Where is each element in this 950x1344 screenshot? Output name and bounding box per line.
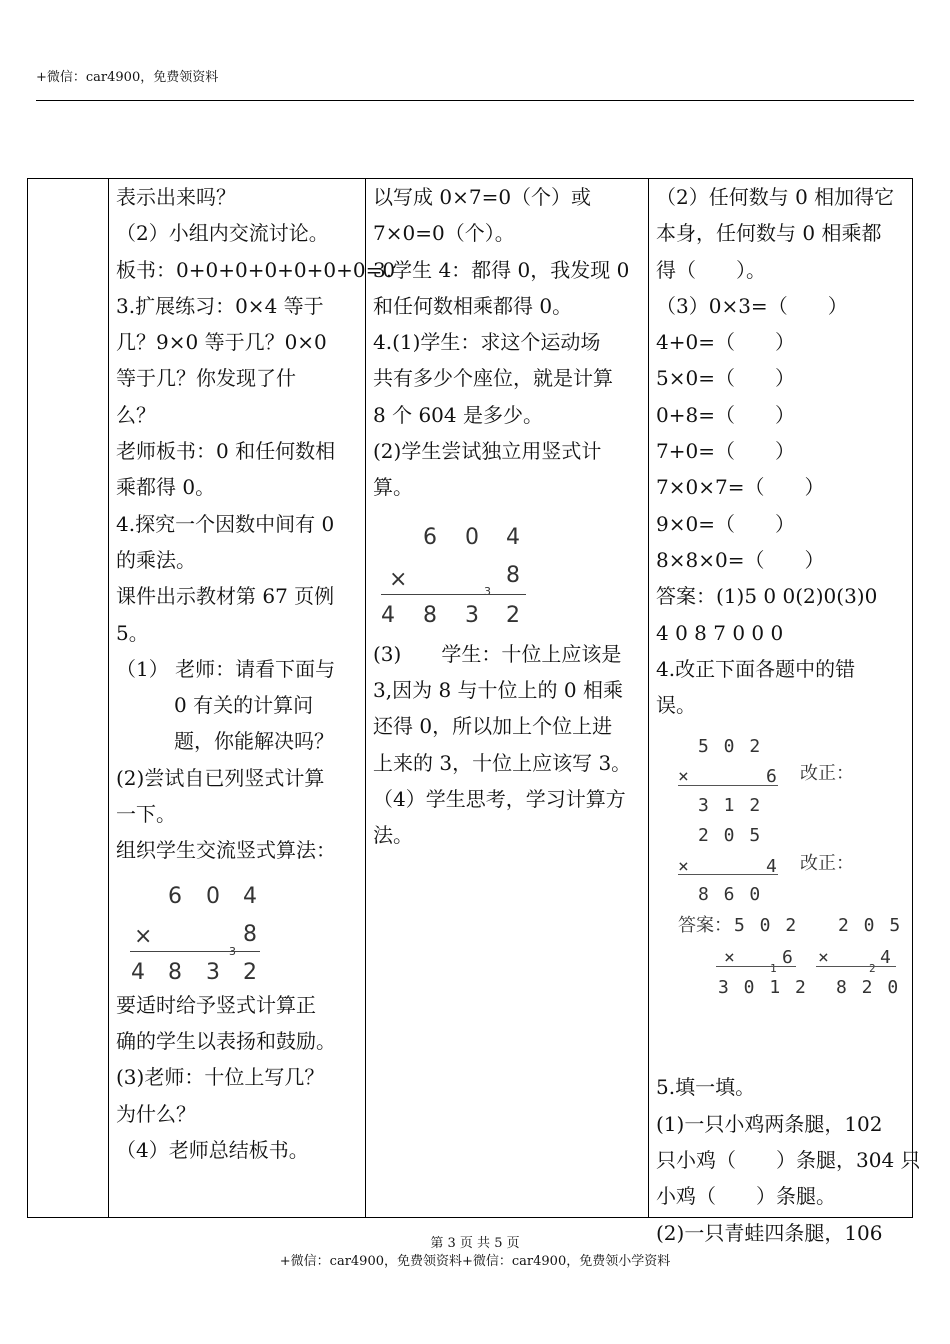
fix2-multiplier: 4	[766, 856, 777, 878]
calc-digit: 3	[465, 602, 479, 628]
text-line: (2)一只青蛙四条腿，106	[656, 1220, 883, 1245]
student-column	[373, 179, 645, 853]
text-line: 3.扩展练习：0×4 等于	[116, 293, 324, 318]
vertical-calculation	[373, 506, 645, 636]
fix2-correction-label: 改正：	[800, 853, 854, 875]
text-line: 等于几？你发现了什	[116, 366, 296, 391]
column-divider	[108, 179, 109, 1217]
calc-digit: 6	[168, 883, 182, 909]
calc-line	[816, 966, 896, 967]
text-line: 5.填一填。	[656, 1075, 756, 1100]
text-line: 么？	[116, 402, 156, 427]
carry-digit: 2	[869, 962, 876, 976]
calc-line	[716, 966, 796, 967]
fix2-top: 2 0 5	[698, 825, 763, 847]
text-line: 乘都得 0。	[116, 475, 216, 500]
calc-line	[381, 594, 526, 595]
text-line: 3,因为 8 与十位上的 0 相乘	[373, 677, 623, 702]
text-line: 5×0=（ ）	[656, 366, 795, 391]
text-line: (2)学生尝试独立用竖式计	[373, 439, 602, 464]
text-line: 和任何数相乘都得 0。	[373, 293, 573, 318]
calc-digit: 2	[243, 959, 257, 985]
carry-digit: 1	[770, 962, 777, 976]
column-divider	[365, 179, 366, 1217]
text-line: 3.学生 4：都得 0，我发现 0	[373, 257, 630, 282]
text-line: 确的学生以表扬和鼓励。	[116, 1028, 336, 1053]
calc-digit: 4	[243, 883, 257, 909]
text-line: （4）老师总结板书。	[116, 1137, 309, 1162]
text-line: 4.(1)学生：求这个运动场	[373, 330, 601, 355]
text-line: (2)尝试自已列竖式计算	[116, 765, 325, 790]
text-line: 本身，任何数与 0 相乘都	[656, 221, 882, 246]
multiply-sign: ×	[818, 947, 829, 969]
text-line: (1)一只小鸡两条腿，102	[656, 1111, 883, 1136]
text-line: (3) 学生：十位上应该是	[373, 641, 622, 666]
exercise-column	[656, 179, 921, 1251]
text-line: 老师板书：0 和任何数相	[116, 439, 336, 464]
text-line: 4 0 8 7 0 0 0	[656, 620, 784, 645]
text-line: 上来的 3，十位上应该写 3。	[373, 750, 632, 775]
answer-a-top: 5 0 2	[734, 915, 799, 937]
text-line: 的乘法。	[116, 547, 196, 572]
calc-digit: 0	[465, 524, 479, 550]
calc-digit: 4	[131, 959, 145, 985]
student-text-block	[373, 636, 645, 854]
calc-line	[678, 785, 778, 786]
answer-b-result: 8 2 0	[836, 977, 901, 999]
calc-digit: 0	[206, 883, 220, 909]
text-line: 几？9×0 等于几？0×0	[116, 330, 327, 355]
text-line: （3）0×3=（ ）	[656, 293, 848, 318]
text-line: 题，你能解决吗？	[174, 729, 334, 754]
teacher-text-block	[116, 179, 396, 869]
page-footer: +微信：car4900，免费领资料+微信：car4900，免费领小学资料	[279, 1254, 671, 1269]
text-line: 误。	[656, 693, 696, 718]
text-line: 答案：(1)5 0 0(2)0(3)0	[656, 584, 878, 609]
text-line: (3)老师：十位上写几？	[116, 1065, 325, 1090]
calc-digit: 8	[168, 959, 182, 985]
teacher-column	[116, 179, 396, 1168]
calc-line	[678, 874, 778, 875]
carry-digit: 3	[484, 584, 491, 598]
text-line: 课件出示教材第 67 页例	[116, 584, 335, 609]
calc-digit: 8	[506, 562, 520, 588]
text-line: 共有多少个座位，就是计算	[373, 366, 613, 391]
text-line: 7×0=0（个）。	[373, 221, 515, 246]
page-number: 第 3 页 共 5 页	[430, 1236, 520, 1251]
text-line: 表示出来吗？	[116, 185, 236, 209]
calc-digit: 8	[243, 921, 257, 947]
exercise-text-block	[656, 179, 911, 723]
fix1-top: 5 0 2	[698, 736, 763, 758]
calc-digit: 6	[423, 524, 437, 550]
calc-digit: 4	[381, 602, 395, 628]
text-line: 8 个 604 是多少。	[373, 402, 543, 427]
page-header: +微信：car4900，免费领资料	[36, 70, 219, 85]
text-line: 7+0=（ ）	[656, 439, 795, 464]
fix1-result: 3 1 2	[698, 795, 763, 817]
text-line: 4.探究一个因数中间有 0	[116, 511, 335, 536]
text-line: 0 有关的计算问	[174, 693, 314, 718]
text-line: 法。	[373, 823, 413, 848]
answer-a-result: 3 0 1 2	[718, 977, 808, 999]
text-line: 8×8×0=（ ）	[656, 547, 825, 572]
text-line: （1） 老师：请看下面与	[116, 656, 336, 681]
text-line: 得（ ）。	[656, 257, 766, 282]
text-line: 4+0=（ ）	[656, 330, 795, 355]
text-line: 算。	[373, 475, 413, 500]
text-line: 只小鸡（ ）条腿，304 只	[656, 1148, 921, 1173]
text-line: 小鸡（ ）条腿。	[656, 1184, 836, 1209]
text-line: 以写成 0×7=0（个）或	[373, 185, 592, 209]
calc-digit: 3	[206, 959, 220, 985]
text-line: 还得 0，所以加上个位上进	[373, 714, 613, 739]
calc-digit: 4	[506, 524, 520, 550]
answer-b-multiplier: 4	[880, 947, 891, 969]
multiply-sign: ×	[389, 566, 408, 592]
student-text-block	[373, 179, 645, 506]
vertical-calculation	[116, 869, 361, 987]
text-line: 为什么？	[116, 1101, 196, 1126]
text-line: 7×0×7=（ ）	[656, 475, 825, 500]
text-line: 板书：0+0+0+0+0+0+0=0	[116, 257, 396, 282]
text-line: 组织学生交流竖式算法：	[116, 838, 336, 863]
fix1-correction-label: 改正：	[800, 763, 854, 785]
calc-digit: 2	[506, 602, 520, 628]
multiply-sign: ×	[678, 856, 689, 878]
answer-a-multiplier: 6	[782, 947, 793, 969]
text-line: （2）小组内交流讨论。	[116, 221, 329, 246]
column-divider	[648, 179, 649, 1217]
multiply-sign: ×	[678, 766, 689, 788]
text-line: 9×0=（ ）	[656, 511, 795, 536]
exercise-text-block	[656, 1069, 921, 1250]
text-line: 要适时给予竖式计算正	[116, 992, 316, 1017]
carry-digit: 3	[229, 944, 236, 958]
calc-line	[130, 951, 260, 952]
teacher-text-block	[116, 987, 361, 1168]
text-line: 5。	[116, 620, 149, 645]
multiply-sign: ×	[134, 923, 153, 949]
answer-b-top: 2 0 5	[838, 915, 903, 937]
header-divider	[36, 100, 914, 101]
text-line: 一下。	[116, 802, 176, 827]
fix1-multiplier: 6	[766, 766, 777, 788]
answer-label: 答案：	[678, 915, 732, 937]
calc-digit: 8	[423, 602, 437, 628]
multiply-sign: ×	[724, 947, 735, 969]
text-line: 0+8=（ ）	[656, 402, 795, 427]
text-line: （2）任何数与 0 相加得它	[656, 185, 895, 209]
text-line: （4）学生思考，学习计算方	[373, 786, 626, 811]
fix2-result: 8 6 0	[698, 884, 763, 906]
text-line: 4.改正下面各题中的错	[656, 656, 856, 681]
error-correction-block	[656, 723, 911, 1069]
